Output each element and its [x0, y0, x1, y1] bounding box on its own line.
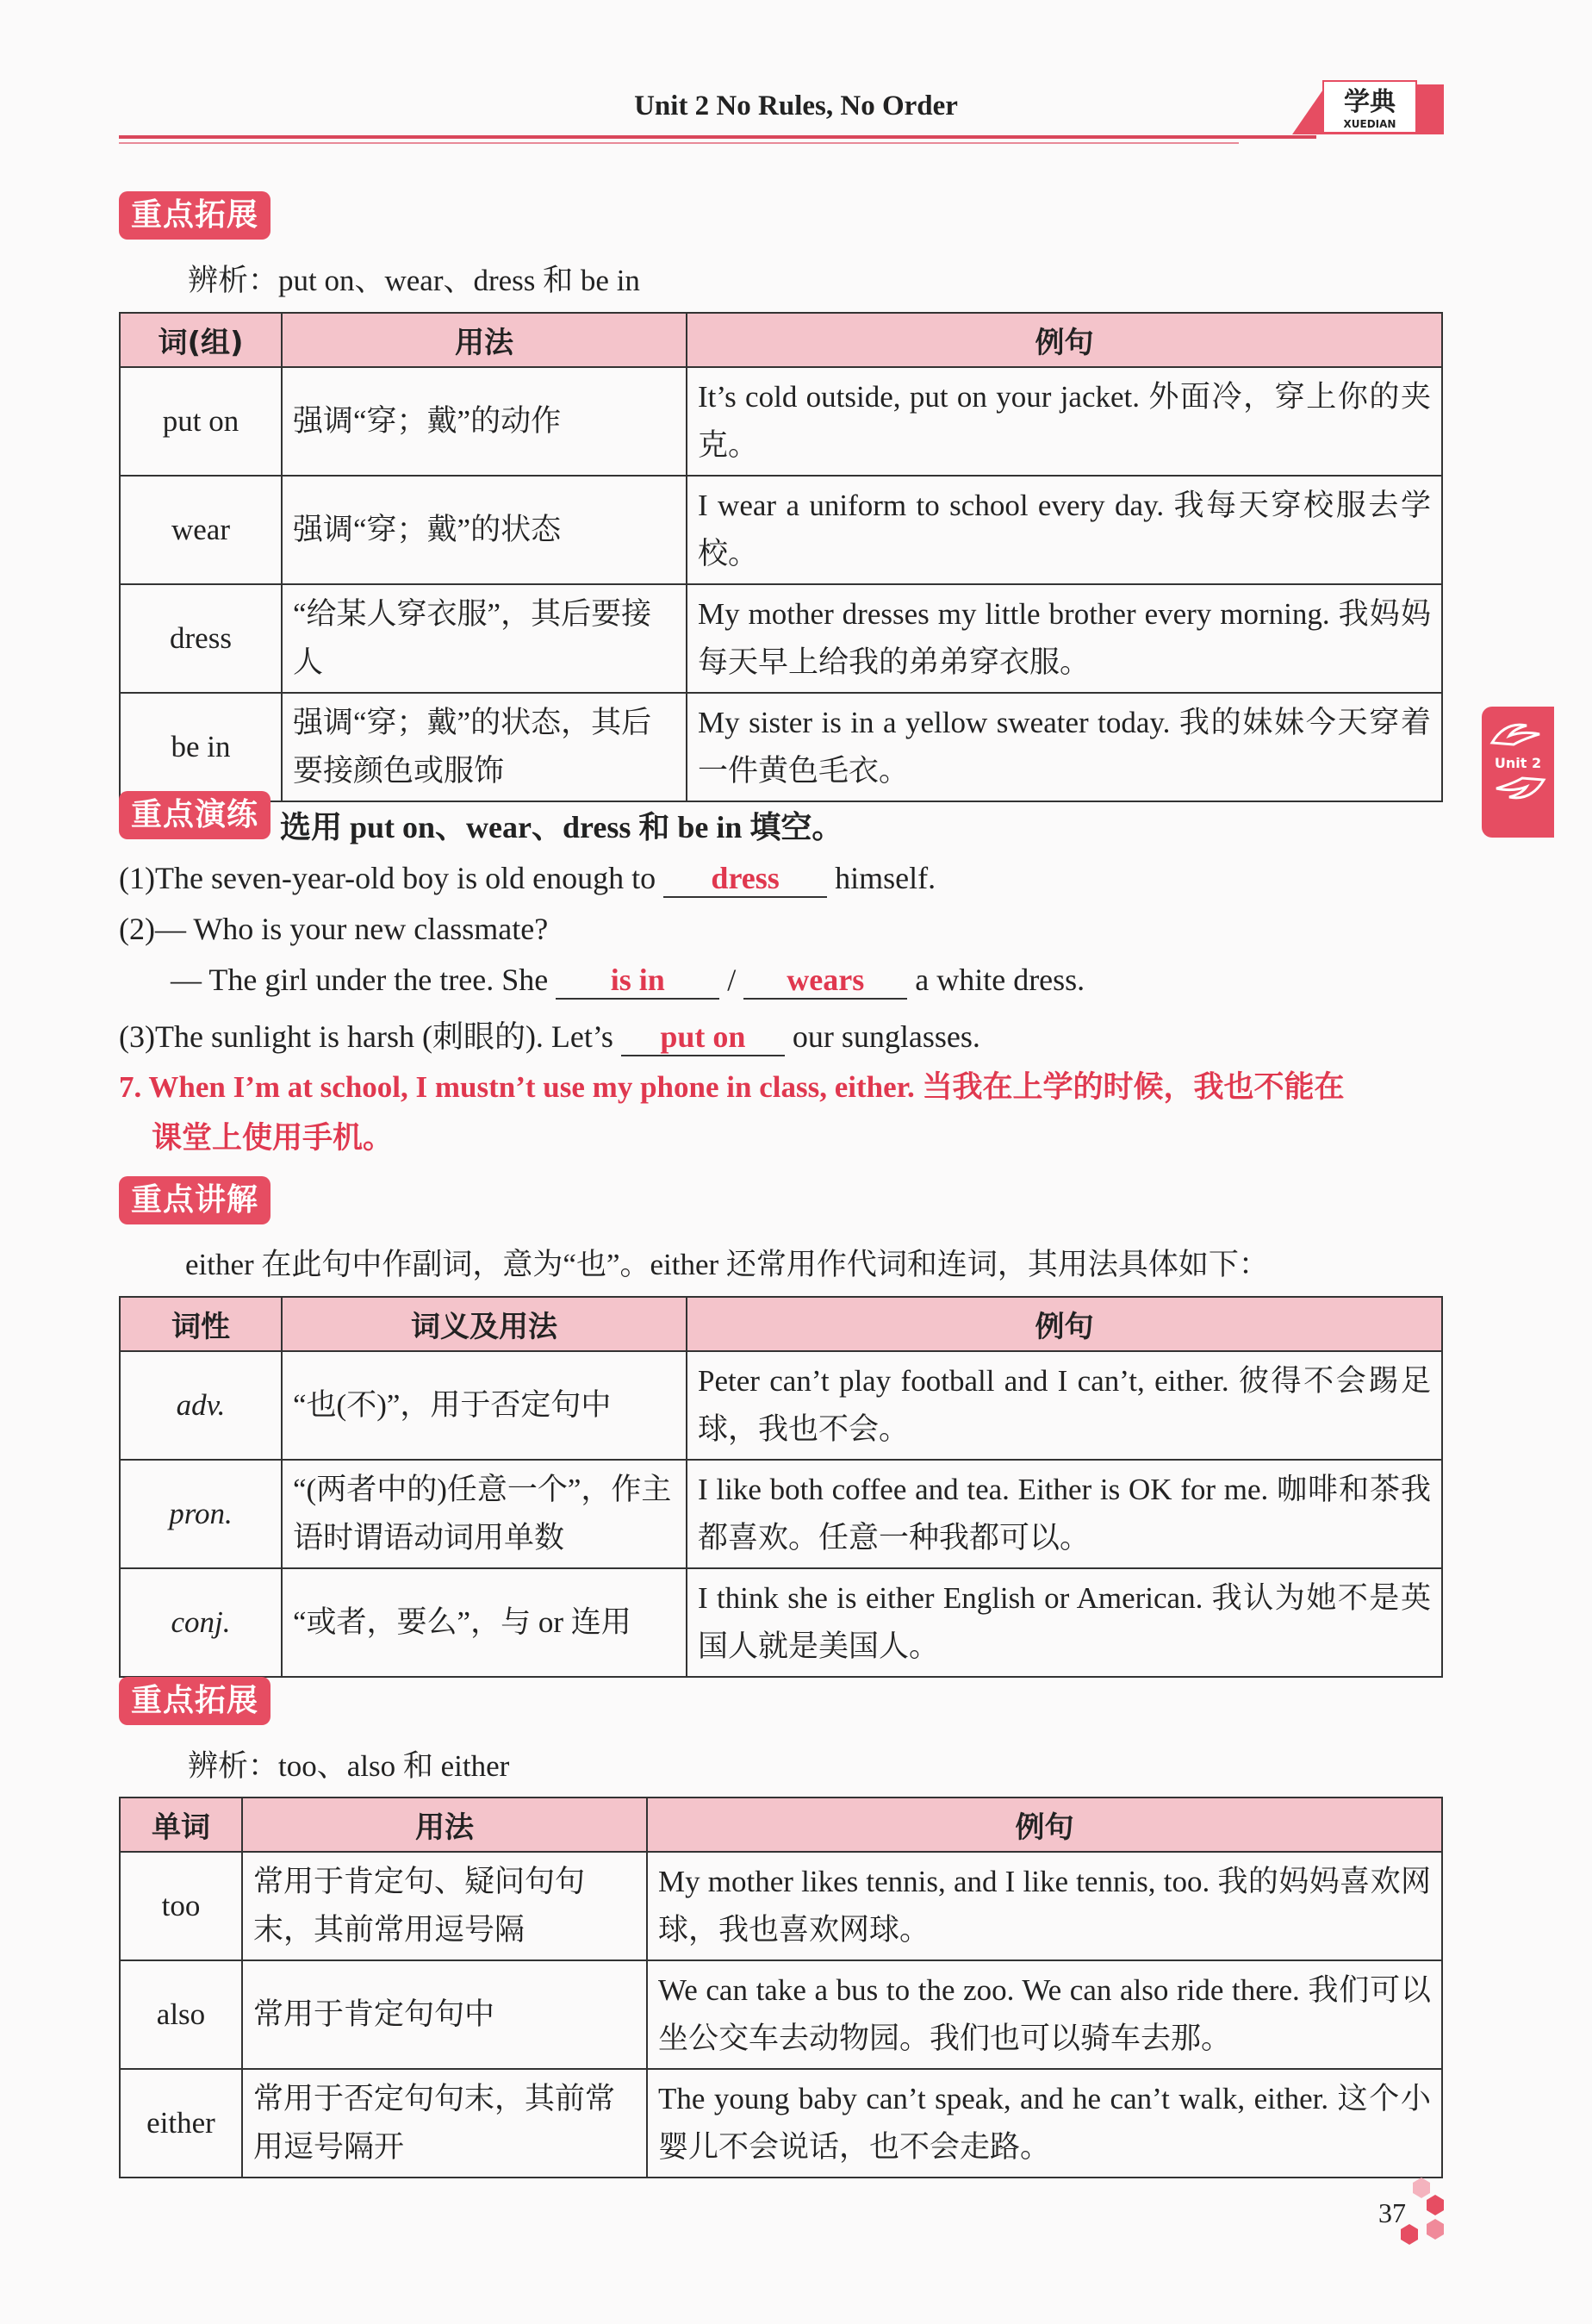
- example-cell: The young baby can’t speak, and he can’t walk, either. 这个小婴儿不会说话，也不会走路。: [647, 2069, 1442, 2178]
- table-header: 用法: [282, 313, 687, 367]
- example-cell: My sister is in a yellow sweater today. 我的妹妹今天穿着一件黄色毛衣。: [687, 693, 1442, 801]
- hexagon-decoration-icon: [1396, 2176, 1447, 2245]
- answer-blank: dress: [663, 860, 827, 898]
- section-badge: 重点拓展: [119, 1677, 271, 1725]
- wing-icon: [1488, 771, 1548, 806]
- word-cell: dress: [120, 584, 282, 693]
- usage-cell: “或者，要么”，与 or 连用: [282, 1568, 687, 1677]
- example-cell: I like both coffee and tea. Either is OK for me. 咖啡和茶我都喜欢。任意一种我都可以。: [687, 1460, 1442, 1568]
- usage-cell: 强调“穿；戴”的动作: [282, 367, 687, 476]
- question-2a: (2)— Who is your new classmate?: [119, 912, 549, 946]
- usage-cell: “也(不)”，用于否定句中: [282, 1351, 687, 1460]
- table-header: 用法: [242, 1798, 647, 1852]
- table-row: [120, 1460, 1442, 1568]
- table-header: 例句: [687, 1297, 1442, 1351]
- usage-cell: “给某人穿衣服”，其后要接人: [282, 584, 687, 693]
- xuedian-logo: [1292, 78, 1444, 134]
- question-2b: — The girl under the tree. She is in / wears a white dress.: [171, 962, 1085, 1000]
- section-badge: 重点讲解: [119, 1176, 271, 1224]
- table-row: [120, 1852, 1442, 1960]
- logo-subtext: XUEDIAN: [1343, 118, 1396, 130]
- practice-instruction: 选用 put on、wear、dress 和 be in 填空。: [280, 810, 843, 844]
- section-lead: 辨析：put on、wear、dress 和 be in: [188, 264, 640, 297]
- table-row: [120, 1568, 1442, 1677]
- word-cell: put on: [120, 367, 282, 476]
- answer-blank: wears: [743, 962, 907, 1000]
- question-3: (3)The sunlight is harsh (刺眼的). Let’s put on our sunglasses.: [119, 1012, 980, 1056]
- wing-icon: [1488, 717, 1548, 751]
- unit-side-tab: [1482, 707, 1554, 838]
- question-1: (1)The seven-year-old boy is old enough to dress himself.: [119, 860, 936, 898]
- example-cell: We can take a bus to the zoo. We can also ride there. 我们可以坐公交车去动物园。我们也可以骑车去那。: [647, 1960, 1442, 2069]
- pos-cell: pron.: [120, 1460, 282, 1568]
- usage-cell: 强调“穿；戴”的状态，其后要接颜色或服饰: [282, 693, 687, 801]
- table-row: [120, 1351, 1442, 1460]
- table-row: [120, 1960, 1442, 2069]
- table-header: 例句: [687, 313, 1442, 367]
- table-row: [120, 476, 1442, 584]
- usage-cell: 常用于肯定句、疑问句句末，其前常用逗号隔: [242, 1852, 647, 1960]
- word-cell: too: [120, 1852, 242, 1960]
- example-cell: Peter can’t play football and I can’t, either. 彼得不会踢足球，我也不会。: [687, 1351, 1442, 1460]
- example-cell: It’s cold outside, put on your jacket. 外面冷，穿上你的夹克。: [687, 367, 1442, 476]
- pos-cell: conj.: [120, 1568, 282, 1677]
- example-cell: My mother dresses my little brother every morning. 我妈妈每天早上给我的弟弟穿衣服。: [687, 584, 1442, 693]
- logo-text: 学典: [1344, 87, 1396, 117]
- word-cell: wear: [120, 476, 282, 584]
- page-number: 37: [1378, 2197, 1406, 2228]
- side-tab-label: Unit 2: [1494, 755, 1542, 771]
- usage-cell: 常用于肯定句句中: [242, 1960, 647, 2069]
- header-rule: [119, 135, 1316, 139]
- either-table: [119, 1296, 1443, 1678]
- table-header: 词性: [120, 1297, 282, 1351]
- answer-blank: put on: [621, 1019, 785, 1056]
- table-header: 词义及用法: [282, 1297, 687, 1351]
- table-row: [120, 693, 1442, 801]
- word-cell: either: [120, 2069, 242, 2178]
- table-row: [120, 367, 1442, 476]
- word-cell: be in: [120, 693, 282, 801]
- pos-cell: adv.: [120, 1351, 282, 1460]
- sentence-7-line2: 课堂上使用手机。: [152, 1121, 394, 1155]
- running-header: Unit 2 No Rules, No Order: [634, 90, 958, 121]
- word-cell: also: [120, 1960, 242, 2069]
- header-rule-thin: [119, 142, 1239, 144]
- usage-cell: 常用于否定句句末，其前常用逗号隔开: [242, 2069, 647, 2178]
- sentence-7-line1: 7. When I’m at school, I mustn’t use my phone in class, either. 当我在上学的时候，我也不能在: [119, 1070, 1345, 1104]
- too-also-either-table: [119, 1797, 1443, 2178]
- table-header: 例句: [647, 1798, 1442, 1852]
- section-badge: 重点拓展: [119, 191, 271, 240]
- table-header: 词(组): [120, 313, 282, 367]
- table-header: 单词: [120, 1798, 242, 1852]
- table-row: [120, 584, 1442, 693]
- put-on-wear-dress-table: [119, 312, 1443, 802]
- section-lead: either 在此句中作副词，意为“也”。either 还常用作代词和连词，其用法具体如下：: [185, 1248, 1269, 1281]
- usage-cell: “(两者中的)任意一个”，作主语时谓语动词用单数: [282, 1460, 687, 1568]
- table-row: [120, 2069, 1442, 2178]
- example-cell: I wear a uniform to school every day. 我每天穿校服去学校。: [687, 476, 1442, 584]
- usage-cell: 强调“穿；戴”的状态: [282, 476, 687, 584]
- answer-blank: is in: [556, 962, 719, 1000]
- section-lead: 辨析：too、also 和 either: [188, 1749, 510, 1783]
- practice-badge: 重点演练: [119, 791, 271, 839]
- example-cell: My mother likes tennis, and I like tennis, too. 我的妈妈喜欢网球，我也喜欢网球。: [647, 1852, 1442, 1960]
- example-cell: I think she is either English or American. 我认为她不是英国人就是美国人。: [687, 1568, 1442, 1677]
